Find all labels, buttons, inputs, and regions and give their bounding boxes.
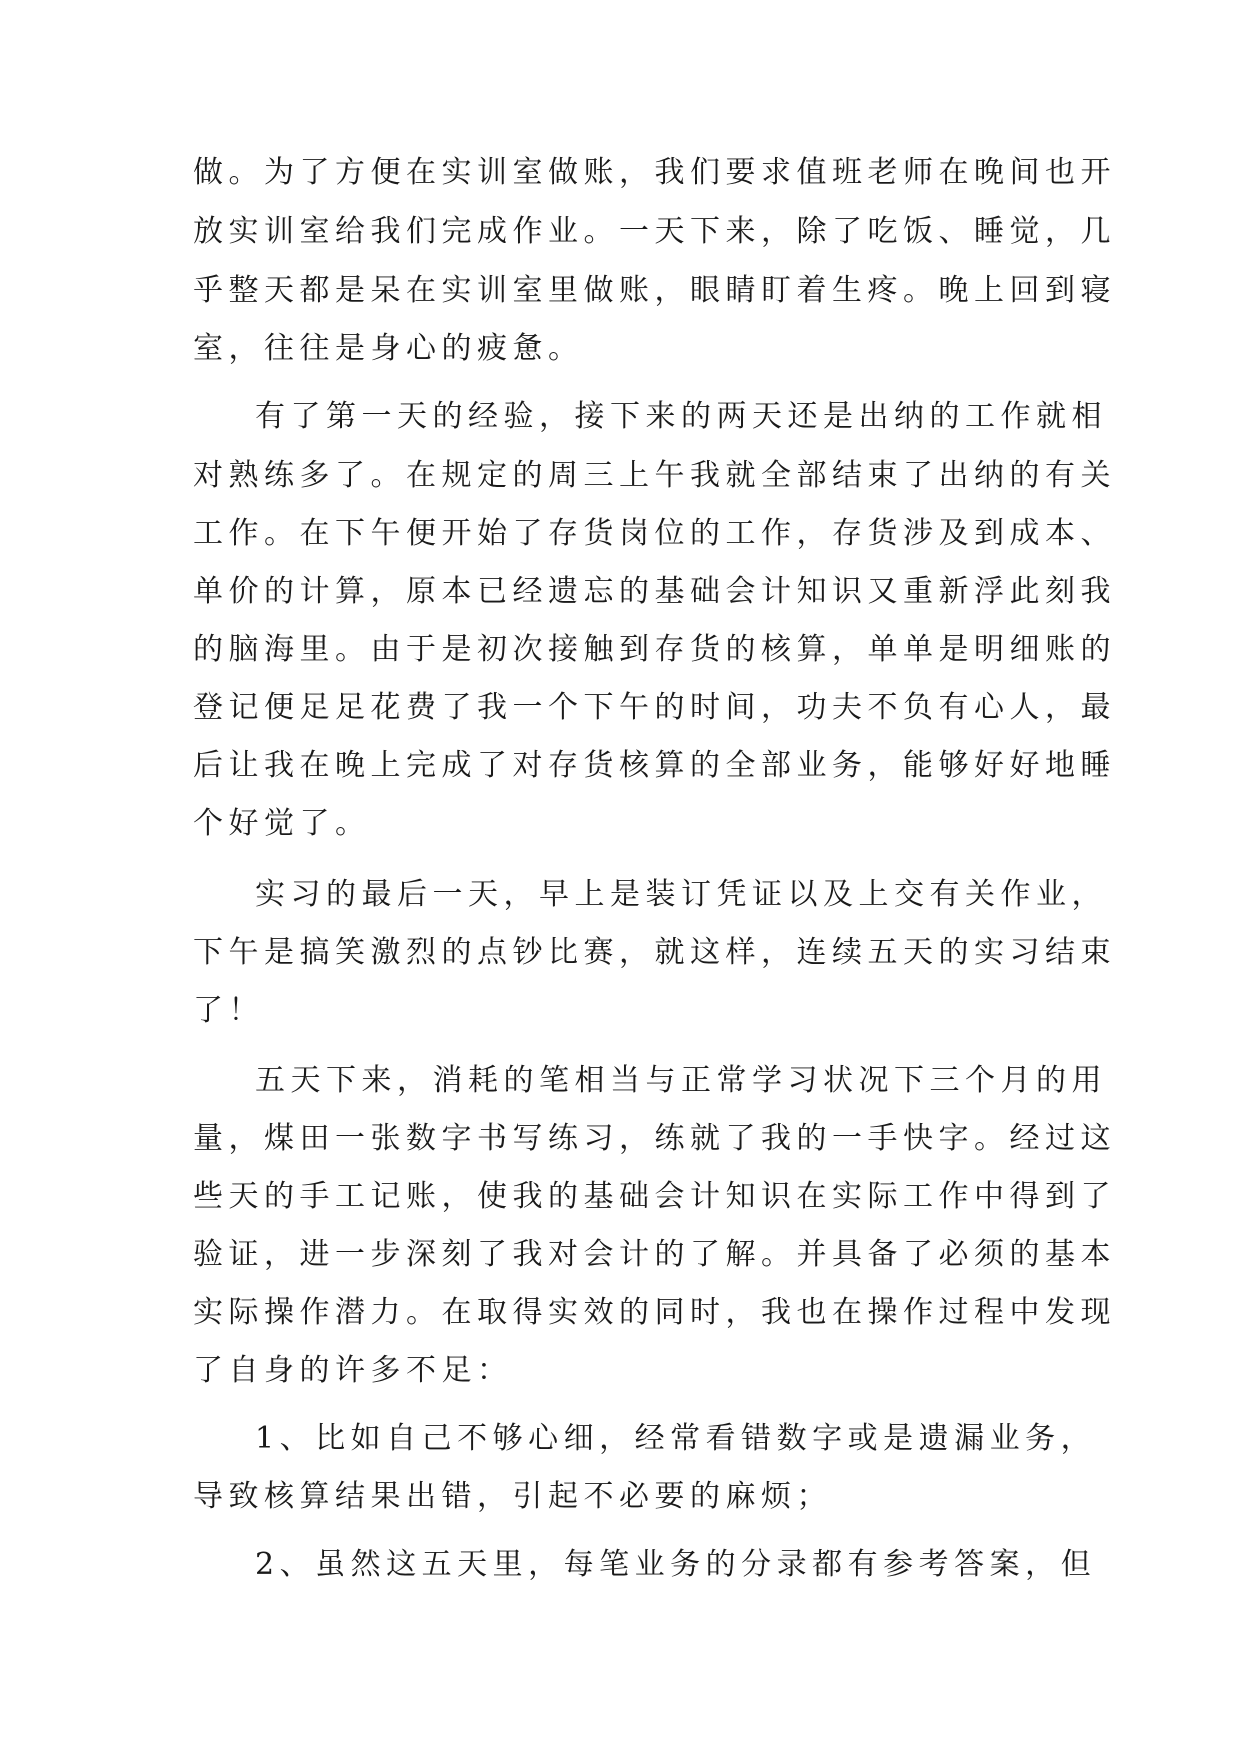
text-line: 工作。在下午便开始了存货岗位的工作，存货涉及到成本、 [193,516,1116,551]
text-line: 做。为了方便在实训室做账，我们要求值班老师在晚间也开 [193,155,1116,190]
text-line: 量，煤田一张数字书写练习，练就了我的一手快字。经过这 [193,1121,1116,1156]
text-line: 了！ [193,993,264,1028]
text-line: 些天的手工记账，使我的基础会计知识在实际工作中得到了 [193,1179,1116,1214]
text-line: 后让我在晚上完成了对存货核算的全部业务，能够好好地睡 [193,748,1116,783]
text-line: 单价的计算，原本已经遗忘的基础会计知识又重新浮此刻我 [193,574,1116,609]
text-line: 乎整天都是呆在实训室里做账，眼睛盯着生疼。晚上回到寝 [193,273,1116,308]
text-line: 验证，进一步深刻了我对会计的了解。并具备了必须的基本 [193,1237,1116,1272]
list-item-first-line: 2、虽然这五天里，每笔业务的分录都有参考答案，但 [255,1547,1097,1582]
text-line: 登记便足足花费了我一个下午的时间，功夫不负有心人，最 [193,690,1116,725]
text-line: 实际操作潜力。在取得实效的同时，我也在操作过程中发现 [193,1295,1116,1330]
text-line: 室，往往是身心的疲惫。 [193,331,584,366]
paragraph-first-line: 有了第一天的经验，接下来的两天还是出纳的工作就相 [255,399,1107,434]
list-item-first-line: 1、比如自己不够心细，经常看错数字或是遗漏业务， [255,1421,1097,1456]
paragraph-first-line: 实习的最后一天，早上是装订凭证以及上交有关作业， [255,877,1107,912]
text-line: 下午是搞笑激烈的点钞比赛，就这样，连续五天的实习结束 [193,935,1116,970]
text-line: 了自身的许多不足： [193,1353,513,1388]
paragraph-first-line: 五天下来，消耗的笔相当与正常学习状况下三个月的用 [255,1063,1107,1098]
text-line: 个好觉了。 [193,806,371,841]
text-line: 对熟练多了。在规定的周三上午我就全部结束了出纳的有关 [193,458,1116,493]
text-line: 导致核算结果出错，引起不必要的麻烦； [193,1479,832,1514]
text-line: 的脑海里。由于是初次接触到存货的核算，单单是明细账的 [193,632,1116,667]
text-line: 放实训室给我们完成作业。一天下来，除了吃饭、睡觉，几 [193,214,1116,249]
